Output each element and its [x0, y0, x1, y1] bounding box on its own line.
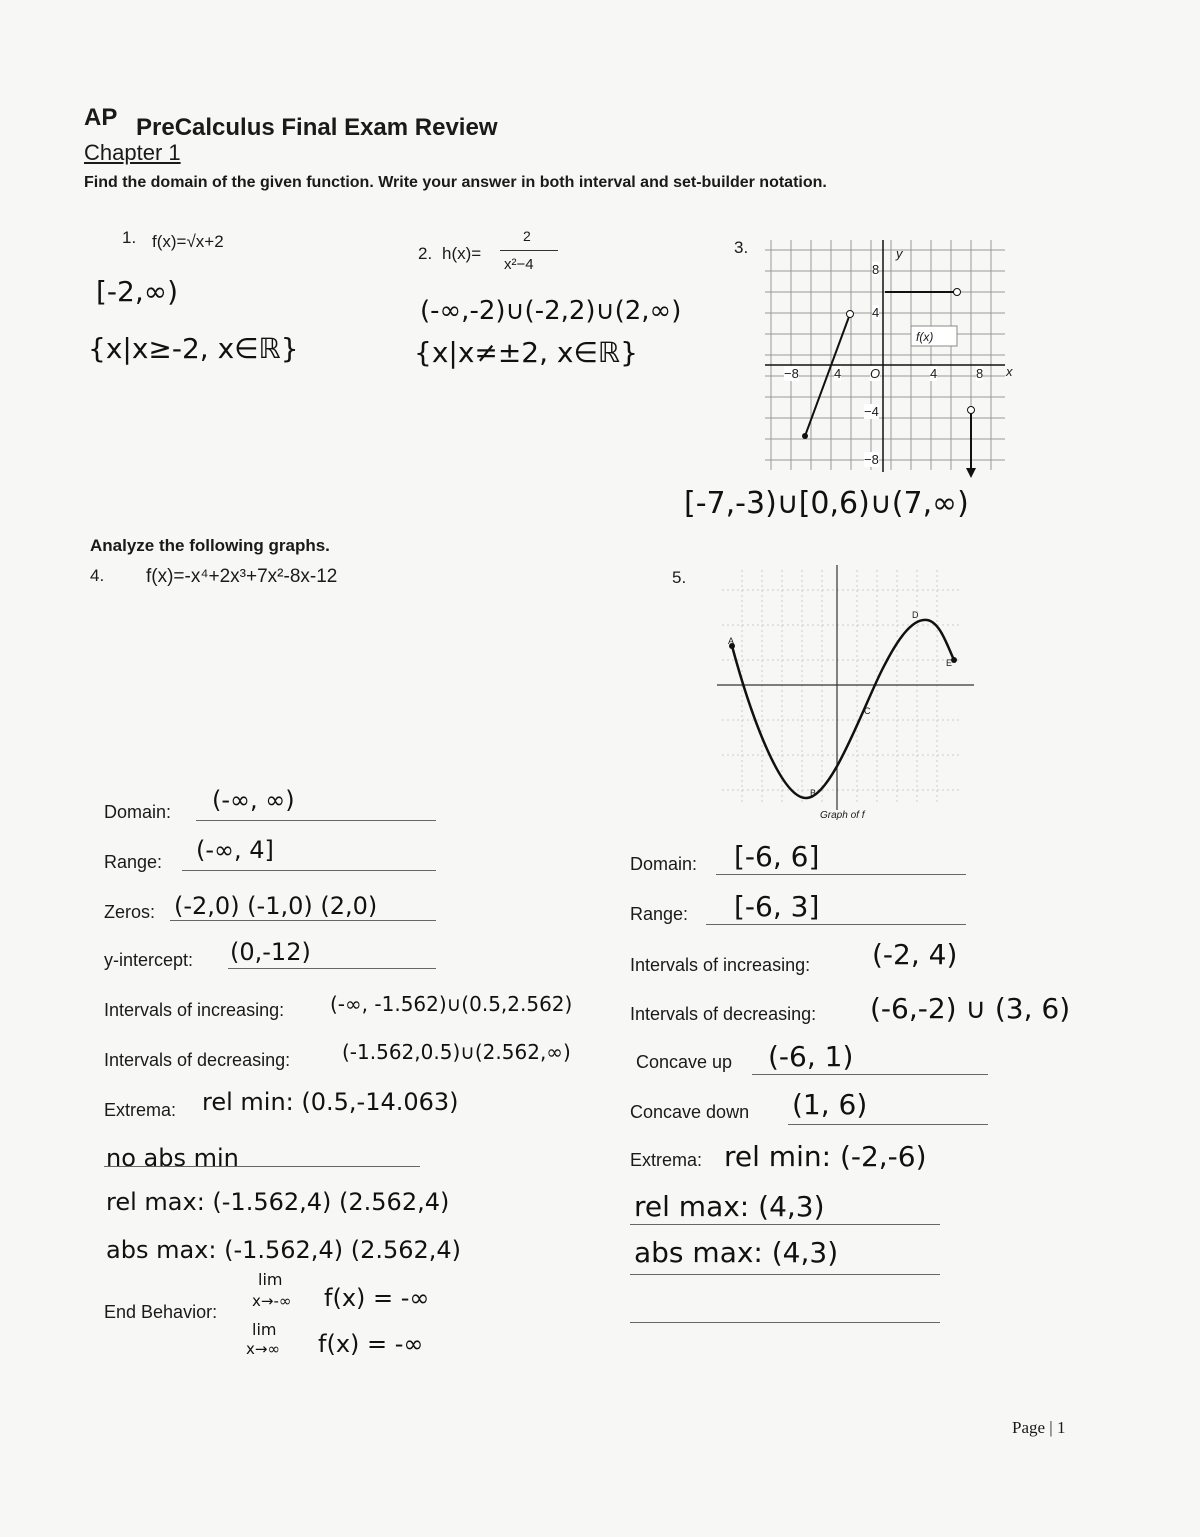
p3-number: 3.	[734, 238, 749, 257]
p5-row-label: Domain:	[630, 854, 698, 874]
fraction-bar	[500, 250, 558, 251]
answer-line	[104, 1166, 420, 1167]
p3-tick-y: 4	[872, 305, 880, 320]
p4-row-answer: (-∞, ∞)	[212, 786, 295, 814]
p5-extrema-line: abs max: (4,3)	[634, 1236, 839, 1269]
p5-point-label: E	[946, 658, 953, 668]
p5-point-label: A	[728, 636, 735, 646]
instructions: Find the domain of the given function. Write your answer in both interval and set-builder notation.	[84, 174, 827, 191]
p5-curve	[732, 620, 954, 798]
p2-answer-interval: (-∞,-2)∪(-2,2)∪(2,∞)	[420, 296, 682, 326]
p2-answer-set: {x|x≠±2, x∈ℝ}	[414, 336, 638, 369]
p5-row-label: Intervals of increasing:	[630, 955, 811, 975]
p1-function: f(x)=√x+2	[152, 232, 224, 251]
p5-row-answer: (1, 6)	[792, 1088, 868, 1121]
p4-extrema-line: rel max: (-1.562,4) (2.562,4)	[106, 1188, 450, 1216]
answer-line	[752, 1074, 988, 1075]
answer-line	[228, 968, 436, 969]
p3-tick-x: 4	[930, 366, 938, 381]
p3-graph-label: f(x)	[916, 330, 934, 344]
p4-extrema-line: abs max: (-1.562,4) (2.562,4)	[106, 1236, 462, 1264]
answer-line	[630, 1322, 940, 1323]
p5-row-label: Concave up	[636, 1052, 733, 1072]
p4-row-answer: (-∞, -1.562)∪(0.5,2.562)	[330, 992, 573, 1016]
p3-axis-x: x	[1006, 364, 1013, 379]
p5-graph-caption: Graph of f	[820, 810, 865, 821]
p5-graph	[712, 560, 982, 820]
p5-row-answer: rel min: (-2,-6)	[724, 1140, 927, 1173]
p4-end-behavior-label: End Behavior:	[104, 1302, 218, 1322]
p4-row-answer: (-1.562,0.5)∪(2.562,∞)	[342, 1040, 571, 1064]
answer-line	[788, 1124, 988, 1125]
answer-line	[630, 1224, 940, 1225]
p5-row-label: Intervals of decreasing:	[630, 1004, 817, 1024]
p4-row-answer: (0,-12)	[230, 938, 311, 966]
page-title: PreCalculus Final Exam Review	[136, 114, 498, 141]
p4-row-answer: (-∞, 4]	[196, 836, 274, 864]
p5-row-label: Extrema:	[630, 1150, 703, 1170]
p4-row-label: Domain:	[104, 802, 172, 822]
p4-row-label: Zeros:	[104, 902, 156, 922]
p1-number: 1.	[122, 228, 137, 247]
answer-line	[706, 924, 966, 925]
p4-row-answer: (-2,0) (-1,0) (2,0)	[174, 892, 378, 920]
p5-row-answer: (-2, 4)	[872, 938, 958, 971]
p4-extrema-line: no abs min	[106, 1144, 239, 1172]
p5-point-label: C	[864, 706, 871, 716]
p4-function: f(x)=-x⁴+2x³+7x²-8x-12	[146, 566, 338, 587]
p2-function-prefix: h(x)=	[442, 244, 482, 263]
p2-numerator: 2	[523, 228, 531, 244]
answer-line	[630, 1274, 940, 1275]
p4-row-label: y-intercept:	[104, 950, 194, 970]
p3-axis-y: y	[896, 246, 903, 261]
title-prefix: AP	[84, 104, 118, 131]
p4-end1-expr: f(x) = -∞	[324, 1284, 430, 1312]
p3-tick-x: 4	[834, 366, 842, 381]
p4-row-label: Intervals of increasing:	[104, 1000, 285, 1020]
p3-tick-x: 8	[976, 366, 984, 381]
p5-row-answer: (-6, 1)	[768, 1040, 854, 1073]
p4-row-label: Extrema:	[104, 1100, 177, 1120]
p4-row-label: Range:	[104, 852, 163, 872]
p3-tick-y: −8	[864, 452, 879, 467]
p5-row-answer: [-6, 6]	[734, 840, 820, 873]
page-number: Page | 1	[1012, 1418, 1066, 1437]
p5-point-label: D	[912, 610, 919, 620]
p4-row-answer: rel min: (0.5,-14.063)	[202, 1088, 459, 1116]
p4-row-label: Intervals of decreasing:	[104, 1050, 291, 1070]
answer-line	[170, 920, 436, 921]
p5-row-answer: [-6, 3]	[734, 890, 820, 923]
p2-denominator: x²−4	[504, 256, 534, 273]
p3-tick-x: O	[870, 366, 881, 381]
p4-end1-sub: x→-∞	[252, 1292, 292, 1310]
chapter-heading: Chapter 1	[84, 140, 181, 165]
p2-number: 2.	[418, 244, 433, 263]
p4-end2-lim: lim	[252, 1320, 277, 1339]
answer-line	[196, 820, 436, 821]
p3-answer: [-7,-3)∪[0,6)∪(7,∞)	[684, 486, 969, 521]
p5-extrema-line: rel max: (4,3)	[634, 1190, 825, 1223]
p4-end1-lim: lim	[258, 1270, 283, 1289]
p5-row-label: Range:	[630, 904, 689, 924]
p4-number: 4.	[90, 566, 105, 585]
p3-tick-y: −4	[864, 404, 879, 419]
p5-point-label: B	[810, 788, 817, 798]
p5-row-label: Concave down	[630, 1102, 750, 1122]
p5-row-answer: (-6,-2) ∪ (3, 6)	[870, 992, 1071, 1025]
answer-line	[716, 874, 966, 875]
p3-tick-y: 8	[872, 262, 880, 277]
p1-answer-interval: [-2,∞)	[96, 275, 178, 308]
p4-end2-sub: x→∞	[246, 1340, 280, 1358]
p5-number: 5.	[672, 568, 687, 587]
answer-line	[182, 870, 436, 871]
p3-graph	[765, 240, 1005, 476]
p3-tick-x: −8	[784, 366, 799, 381]
section-heading: Analyze the following graphs.	[90, 536, 330, 555]
p1-answer-set: {x|x≥-2, x∈ℝ}	[88, 332, 299, 365]
p4-end2-expr: f(x) = -∞	[318, 1330, 424, 1358]
